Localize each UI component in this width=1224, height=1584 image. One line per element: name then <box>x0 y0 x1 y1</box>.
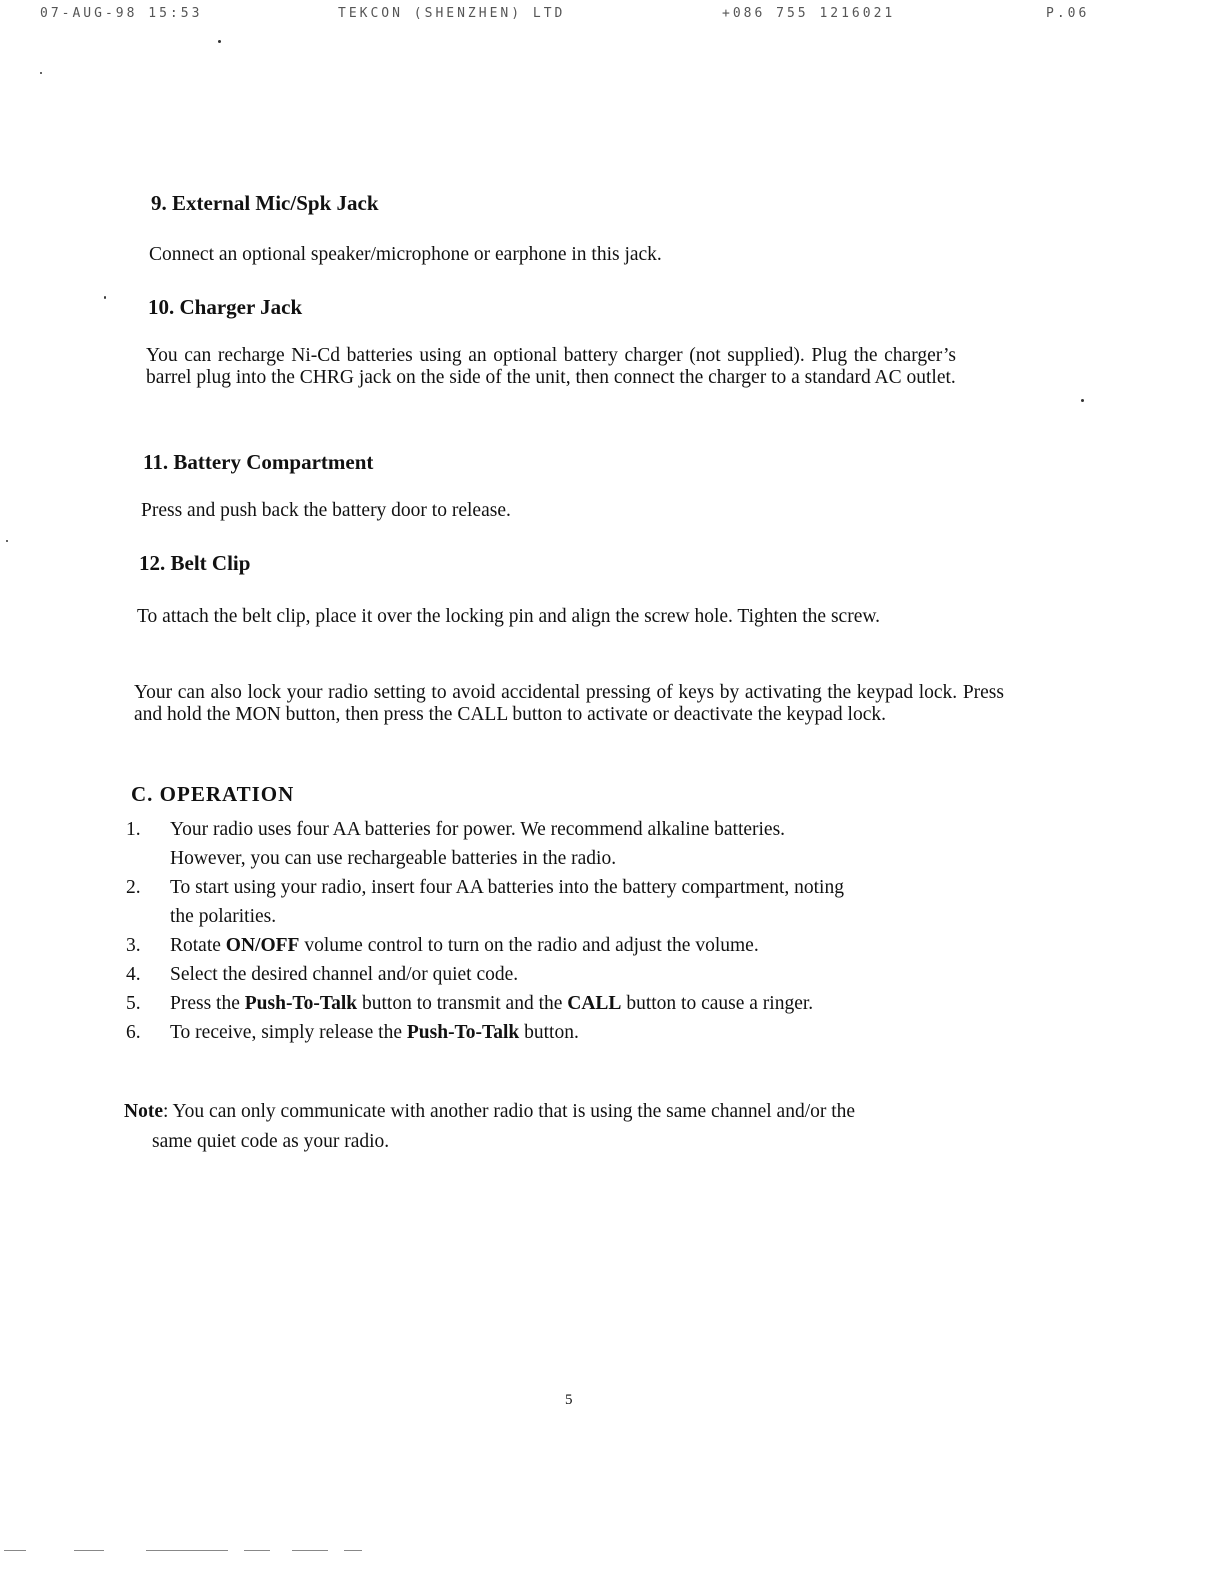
fax-phone: +086 755 1216021 <box>722 6 896 21</box>
fax-header <box>0 6 1224 26</box>
fax-page: P.06 <box>1046 6 1090 21</box>
operation-steps <box>126 815 1016 1047</box>
step-number: 3. <box>126 935 141 956</box>
list-item <box>126 815 1016 873</box>
scan-speck <box>6 540 8 542</box>
step-number: 5. <box>126 993 141 1014</box>
step-text: button. <box>519 1022 579 1043</box>
section-heading-mic-spk-jack: 9. External Mic/Spk Jack <box>151 191 379 215</box>
section-text-keypad-lock: Your can also lock your radio setting to avoid accidental pressing of keys by activating the keypad lock. Press and hold the MON button, then press the CALL button to activate or deactivate the keypad lock. <box>134 682 1004 725</box>
fax-company: TEKCON (SHENZHEN) LTD <box>338 6 566 21</box>
section-heading-charger-jack: 10. Charger Jack <box>148 295 303 319</box>
list-item <box>126 989 1016 1018</box>
operation-heading: C. OPERATION <box>131 782 295 806</box>
step-number: 6. <box>126 1022 141 1043</box>
step-text: button to transmit and the <box>357 993 568 1014</box>
step-keyword: CALL <box>567 993 622 1014</box>
section-heading-battery-compartment: 11. Battery Compartment <box>143 450 374 474</box>
step-text-continued: However, you can use rechargeable batteries in the radio. <box>170 848 617 869</box>
step-text: button to cause a ringer. <box>621 993 814 1014</box>
section-text-charger-jack: You can recharge Ni-Cd batteries using an optional battery charger (not supplied). Plug the charger’s barrel plug into the CHRG jack on the side of the unit, then connect the charger to a standard AC outlet. <box>146 345 956 388</box>
step-keyword: Push-To-Talk <box>244 993 358 1014</box>
note-text-continued: same quiet code as your radio. <box>152 1131 390 1152</box>
step-text: Your radio uses four AA batteries for power. We recommend alkaline batteries. <box>170 819 786 840</box>
section-text-mic-spk-jack: Connect an optional speaker/microphone or earphone in this jack. <box>149 244 662 265</box>
scan-speck <box>218 40 221 43</box>
step-text-continued: the polarities. <box>170 906 277 927</box>
note-text: : You can only communicate with another radio that is using the same channel and/or the <box>162 1101 856 1122</box>
step-text: Press the <box>170 993 245 1014</box>
scan-speck <box>1081 399 1084 402</box>
fax-date-time: 07-AUG-98 15:53 <box>40 6 203 21</box>
section-heading-belt-clip: 12. Belt Clip <box>139 551 251 575</box>
note-label: Note <box>124 1101 163 1122</box>
step-text: Rotate <box>170 935 226 956</box>
scan-speck <box>40 72 42 74</box>
scan-speck <box>104 296 106 299</box>
step-keyword: ON/OFF <box>225 935 300 956</box>
step-number: 1. <box>126 819 141 840</box>
step-number: 4. <box>126 964 141 985</box>
section-text-battery-compartment: Press and push back the battery door to release. <box>141 500 511 521</box>
list-item <box>126 1018 1016 1047</box>
step-text: To receive, simply release the <box>170 1022 407 1043</box>
list-item <box>126 931 1016 960</box>
scan-footer-marks <box>0 1550 1224 1560</box>
step-text: volume control to turn on the radio and adjust the volume. <box>299 935 759 956</box>
section-text-belt-clip: To attach the belt clip, place it over the locking pin and align the screw hole. Tighten the screw. <box>137 606 881 627</box>
list-item <box>126 873 1016 931</box>
page-number: 5 <box>565 1392 573 1408</box>
step-number: 2. <box>126 877 141 898</box>
list-item <box>126 960 1016 989</box>
step-text: To start using your radio, insert four AA batteries into the battery compartment, noting <box>170 877 844 898</box>
operation-note <box>124 1097 1024 1157</box>
step-keyword: Push-To-Talk <box>406 1022 520 1043</box>
step-text: Select the desired channel and/or quiet code. <box>170 964 519 985</box>
